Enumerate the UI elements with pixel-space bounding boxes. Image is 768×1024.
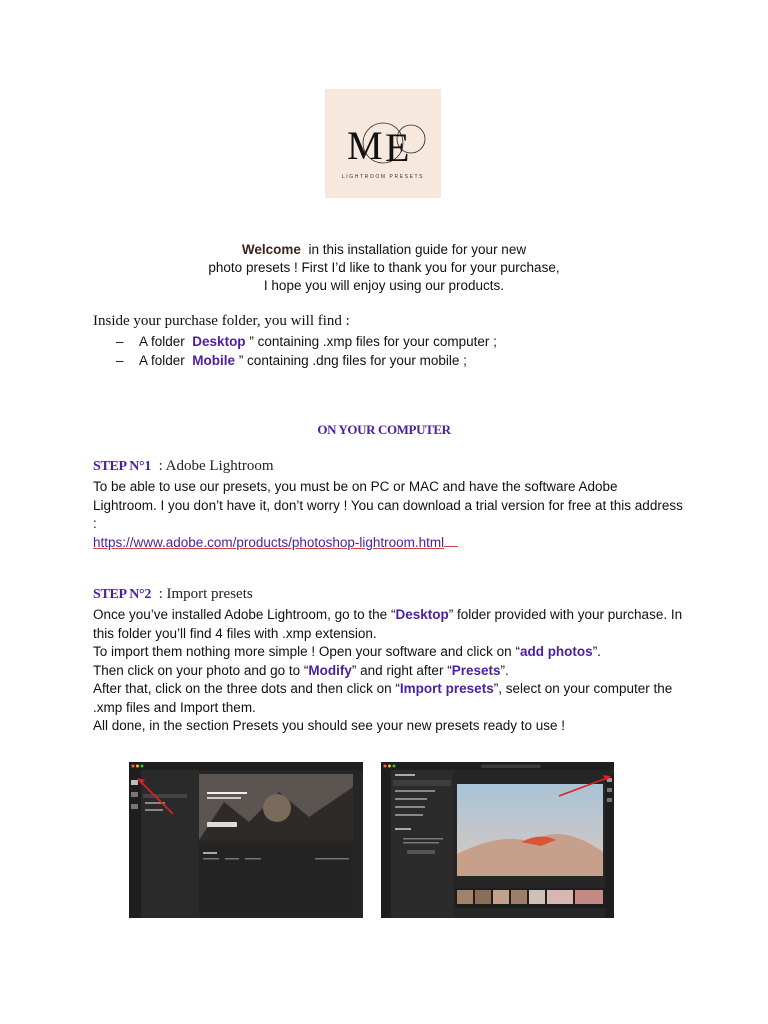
welcome-line2: photo presets ! First I’d like to thank you for your purchase,: [208, 260, 560, 275]
folder-name-mobile: Mobile: [192, 353, 236, 368]
welcome-line1: in this installation guide for your new: [308, 242, 527, 257]
list-prefix: A folder: [139, 334, 185, 349]
list-item: [116, 351, 497, 370]
step2-body: [93, 606, 683, 736]
step1-label: STEP N°1: [93, 459, 152, 474]
step2-text: All done, in the section Presets you should see your new presets ready to use !: [93, 718, 566, 733]
step2-text: ”.: [592, 644, 601, 659]
step2-add-photos: add photos: [519, 644, 593, 659]
step2-label: STEP N°2: [93, 587, 152, 602]
step2-text: Once you’ve installed Adobe Lightroom, go to the “: [93, 607, 396, 622]
list-bullet: –: [116, 353, 124, 368]
logo-tagline: LIGHTROOM PRESETS: [341, 174, 425, 180]
step1-heading: [93, 458, 274, 475]
brand-logo: [325, 89, 441, 198]
step2-text: Then click on your photo and go to “: [93, 662, 309, 678]
folder-list: [116, 332, 497, 370]
list-item: [116, 332, 497, 351]
step2-import-presets: Import presets: [399, 681, 494, 696]
svg-text:M: M: [347, 123, 379, 168]
step2-text: ”, select on your computer the .xmp files and Import them.: [93, 681, 673, 715]
section-title: ON YOUR COMPUTER: [317, 422, 451, 437]
lightroom-presets-screenshot: [381, 762, 614, 918]
logo-monogram-icon: [325, 89, 441, 198]
welcome-bold: Welcome: [241, 242, 301, 257]
welcome-line3: I hope you will enjoy using our products.: [263, 278, 505, 293]
step2-text: After that, click on the three dots and then click on “: [93, 681, 400, 696]
list-bullet: –: [116, 334, 124, 349]
step1-title: : Adobe Lightroom: [158, 458, 274, 474]
step2-text: ” folder provided with your purchase. In this folder you’ll find 4 files with .xmp extension.: [93, 607, 683, 641]
inside-heading: Inside your purchase folder, you will find :: [93, 313, 350, 329]
list-prefix: A folder: [139, 353, 185, 368]
step1-body: [93, 478, 683, 552]
step1-text: To be able to use our presets, you must be on PC or MAC and have the software Adobe Lightroom. I you don’t have it, don’t worry ! You can download a trial version for free at this address :: [93, 479, 683, 531]
step2-text: ” and right after “: [351, 662, 452, 678]
adobe-download-link[interactable]: https://www.adobe.com/products/photoshop-lightroom.html: [93, 534, 445, 550]
step2-presets: Presets: [451, 662, 501, 678]
step2-title: : Import presets: [158, 586, 253, 602]
step2-text: ”.: [500, 662, 509, 678]
link-underline: [444, 546, 458, 547]
step2-heading: [93, 586, 253, 603]
folder-name-desktop: Desktop: [192, 334, 246, 349]
step2-modify: Modify: [308, 662, 352, 678]
step2-desktop: Desktop: [395, 607, 449, 622]
welcome-text: [0, 241, 768, 295]
step2-text: To import them nothing more simple ! Open your software and click on “: [93, 644, 520, 659]
list-suffix: ” containing .xmp files for your computer ;: [249, 334, 497, 349]
lightroom-home-screenshot: [129, 762, 363, 918]
svg-text:E: E: [385, 125, 410, 170]
list-suffix: ” containing .dng files for your mobile ;: [238, 353, 467, 368]
